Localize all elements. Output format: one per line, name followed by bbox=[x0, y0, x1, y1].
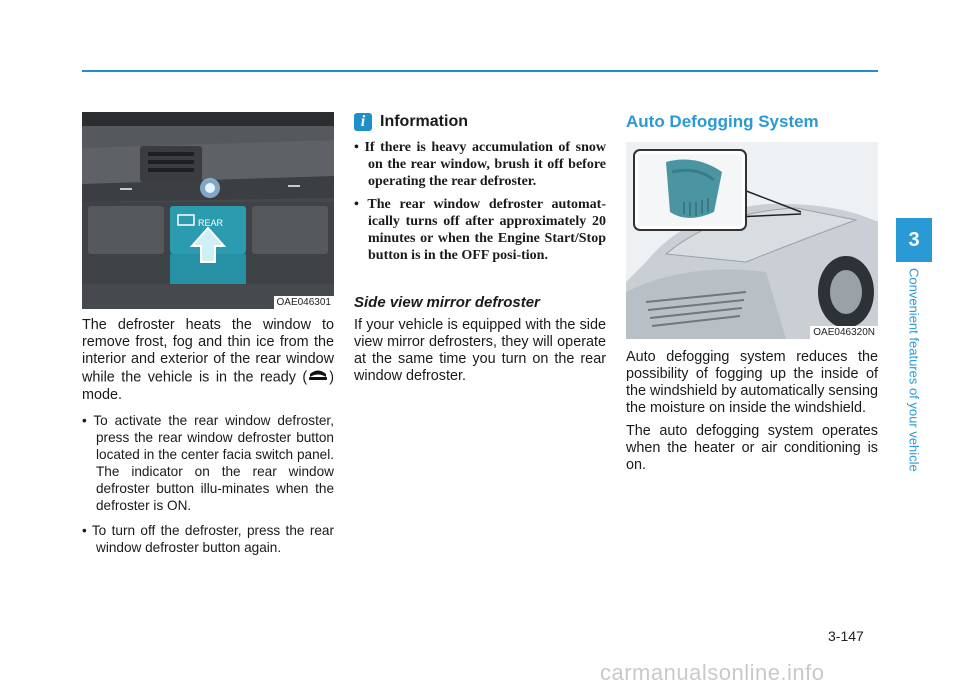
defroster-panel-illustration bbox=[82, 112, 334, 309]
defroster-bullets bbox=[82, 412, 334, 556]
watermark: carmanualsonline.info bbox=[600, 660, 825, 685]
page-number: 3-147 bbox=[828, 628, 864, 644]
defroster-intro-text: The defroster heats the window to remove frost, fog and thin ice from the interior and exterior of the rear window while the vehicle is in the ready ( bbox=[82, 317, 334, 386]
auto-defog-heading: Auto Defogging System bbox=[626, 112, 819, 131]
information-bullets bbox=[354, 139, 606, 264]
chapter-number-tab: 3 bbox=[896, 218, 932, 262]
car-windshield-illustration bbox=[626, 142, 878, 339]
auto-defog-paragraph-1: Auto defogging system reduces the possibility of fogging up the inside of the windshield by automatically sensing the moisture on inside the windshield. bbox=[626, 349, 878, 416]
chapter-title: Convenient features of your vehicle bbox=[906, 268, 922, 472]
list-item: • To turn off the defroster, press the rear window defroster button again. bbox=[82, 523, 334, 555]
column-left bbox=[82, 112, 334, 564]
figure-code: OAE046320N bbox=[810, 326, 878, 339]
defroster-button-figure bbox=[82, 112, 334, 309]
information-title: Information bbox=[380, 113, 468, 130]
list-item: • To activate the rear window defroster, press the rear window defroster button located in the center facia switch panel. The indicator on the rear window defroster button illu-minates when the defroster is ON. bbox=[82, 413, 334, 513]
side-mirror-paragraph: If your vehicle is equipped with the side view mirror defrosters, they will operate at the same time you turn on the rear window defroster. bbox=[354, 317, 606, 384]
column-middle bbox=[354, 112, 606, 391]
defroster-intro-paragraph bbox=[82, 317, 334, 404]
rear-button-text: REAR bbox=[198, 218, 224, 228]
info-icon: i bbox=[354, 113, 372, 131]
figure-code: OAE046301 bbox=[274, 296, 335, 309]
column-right bbox=[626, 112, 878, 480]
information-header bbox=[354, 113, 606, 131]
list-item: • The rear window defroster automat-ically turns off after approximately 20 minutes or when the Engine Start/Stop button is in the OFF posi-tion. bbox=[354, 197, 606, 263]
defroster-intro-text-end: ) mode. bbox=[82, 369, 334, 403]
list-item: • If there is heavy accumulation of snow on the rear window, brush it off before operating the rear defroster. bbox=[354, 140, 606, 189]
auto-defog-figure bbox=[626, 142, 878, 339]
chapter-title-vertical bbox=[902, 268, 926, 494]
side-mirror-heading: Side view mirror defroster bbox=[354, 294, 540, 311]
auto-defog-paragraph-2: The auto defogging system operates when the heater or air conditioning is on. bbox=[626, 423, 878, 473]
top-rule bbox=[82, 70, 878, 72]
ready-indicator-icon bbox=[307, 368, 329, 387]
